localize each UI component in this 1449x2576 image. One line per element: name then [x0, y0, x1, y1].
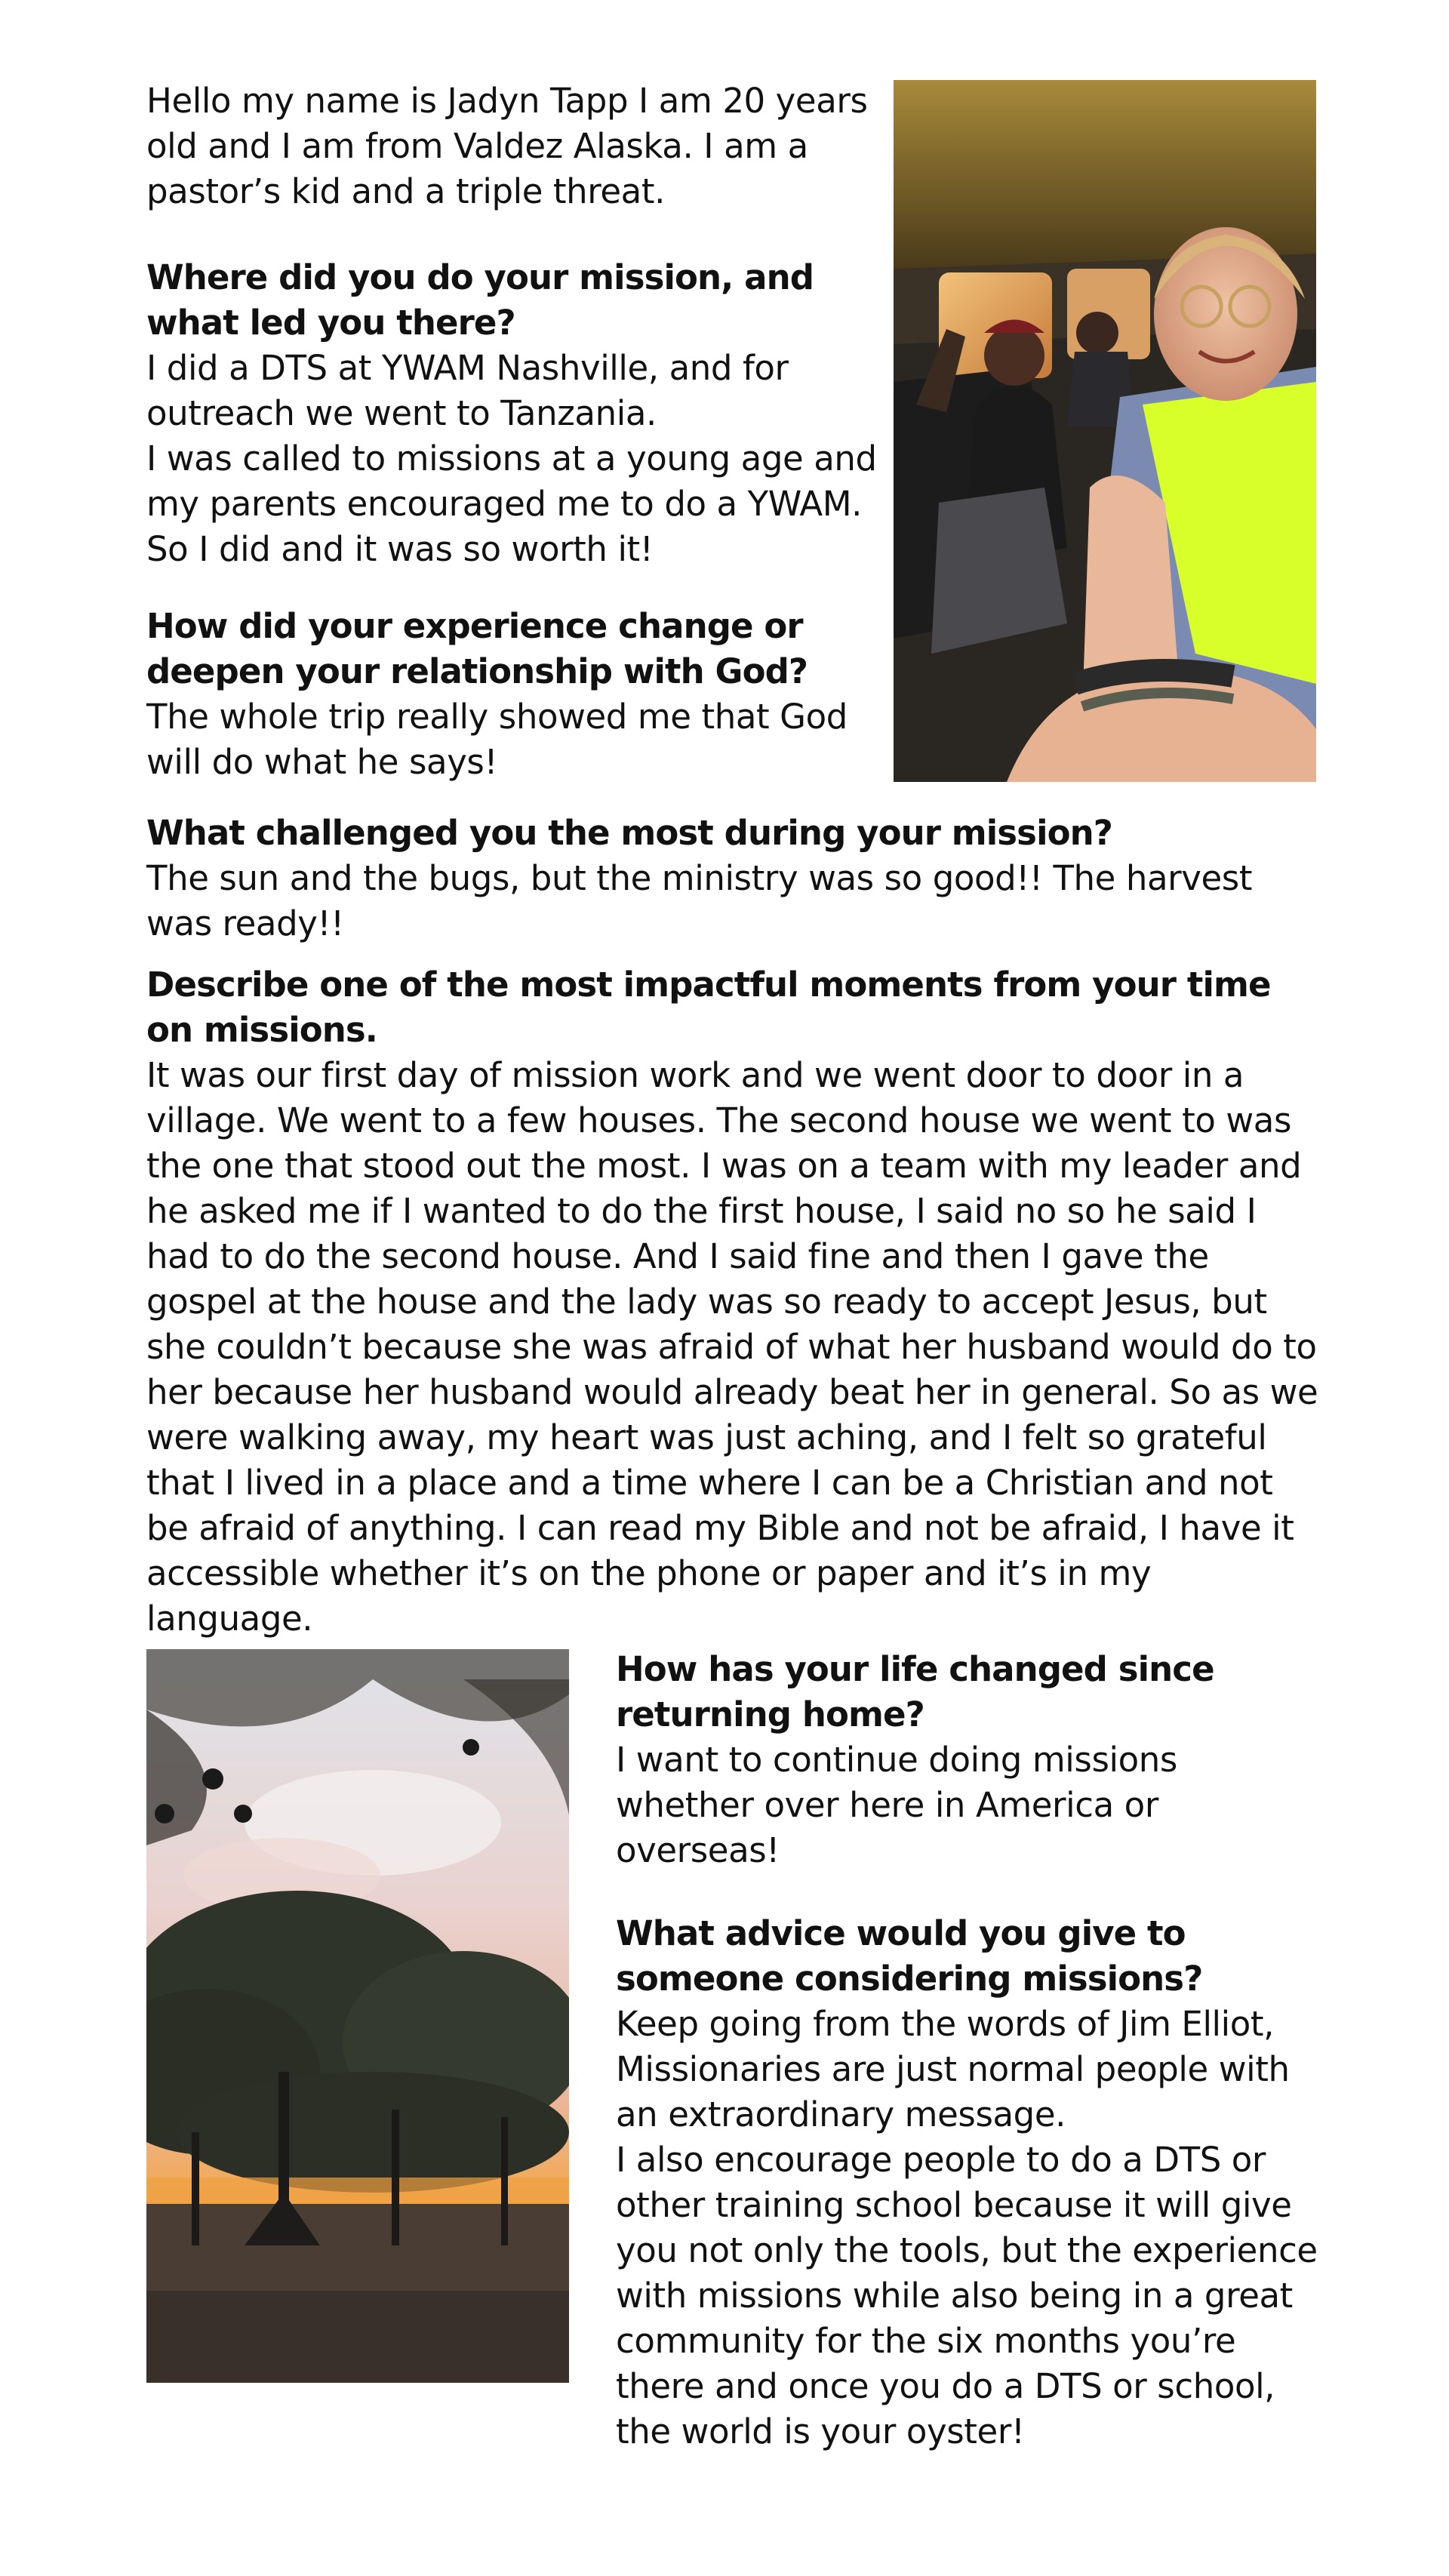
- intro-column: [146, 78, 878, 785]
- bottom-column: [616, 1647, 1325, 2454]
- sunset-trees-image: [146, 1649, 569, 2383]
- question-challenges: What challenged you the most during your mission?: [146, 813, 1112, 853]
- answer-relationship-with-god: The whole trip really showed me that God will do what he says!: [146, 697, 848, 782]
- middle-column: [146, 811, 1324, 1642]
- intro-paragraph: Hello my name is Jadyn Tapp I am 20 years old and I am from Valdez Alaska. I am a pastor’s kid and a triple threat.: [146, 81, 868, 211]
- question-mission-location: Where did you do your mission, and what led you there?: [146, 257, 814, 343]
- question-relationship-with-god: How did your experience change or deepen your relationship with God?: [146, 606, 808, 691]
- answer-mission-location-2: I was called to missions at a young age and my parents encouraged me to do a YWAM. So I did and it was so worth it!: [146, 439, 877, 569]
- sunset-trees-photo: [146, 1649, 569, 2383]
- answer-impactful-moment: It was our first day of mission work and we went door to door in a village. We went to a few houses. The second house we went to was the one that stood out the most. I was on a team with my leader and he asked me if I wanted to do the first house, I said no so he said I had to do the second house. And I said fine and then I gave the gospel at the house and the lady was so ready to accept Jesus, but she couldn’t because she was afraid of what her husband would do to her because her husband would already beat her in general. So as we were walking away, my heart was just aching, and I felt so grateful that I lived in a place and a time where I can be a Christian and not be afraid of anything. I can read my Bible and not be afraid, I have it accessible whether it’s on the phone or paper and it’s in my language.: [146, 1055, 1318, 1639]
- car-selfie-image: [894, 80, 1316, 782]
- answer-life-changed: I want to continue doing missions whether over here in America or overseas!: [616, 1740, 1177, 1870]
- answer-challenges: The sun and the bugs, but the ministry was so good!! The harvest was ready!!: [146, 858, 1253, 943]
- answer-advice-2: I also encourage people to do a DTS or other training school because it will give you not only the tools, but the experience with missions while also being in a great community for the six months you’re there and once you do a DTS or school, the world is your oyster!: [616, 2140, 1318, 2451]
- question-life-changed: How has your life changed since returning home?: [616, 1649, 1214, 1734]
- car-selfie-photo: [894, 80, 1316, 782]
- answer-advice-1: Keep going from the words of Jim Elliot, Missionaries are just normal people with an extraordinary message.: [616, 2004, 1290, 2134]
- question-impactful-moment: Describe one of the most impactful moments from your time on missions.: [146, 965, 1271, 1050]
- answer-mission-location-1: I did a DTS at YWAM Nashville, and for outreach we went to Tanzania.: [146, 348, 789, 433]
- question-advice: What advice would you give to someone considering missions?: [616, 1913, 1203, 1999]
